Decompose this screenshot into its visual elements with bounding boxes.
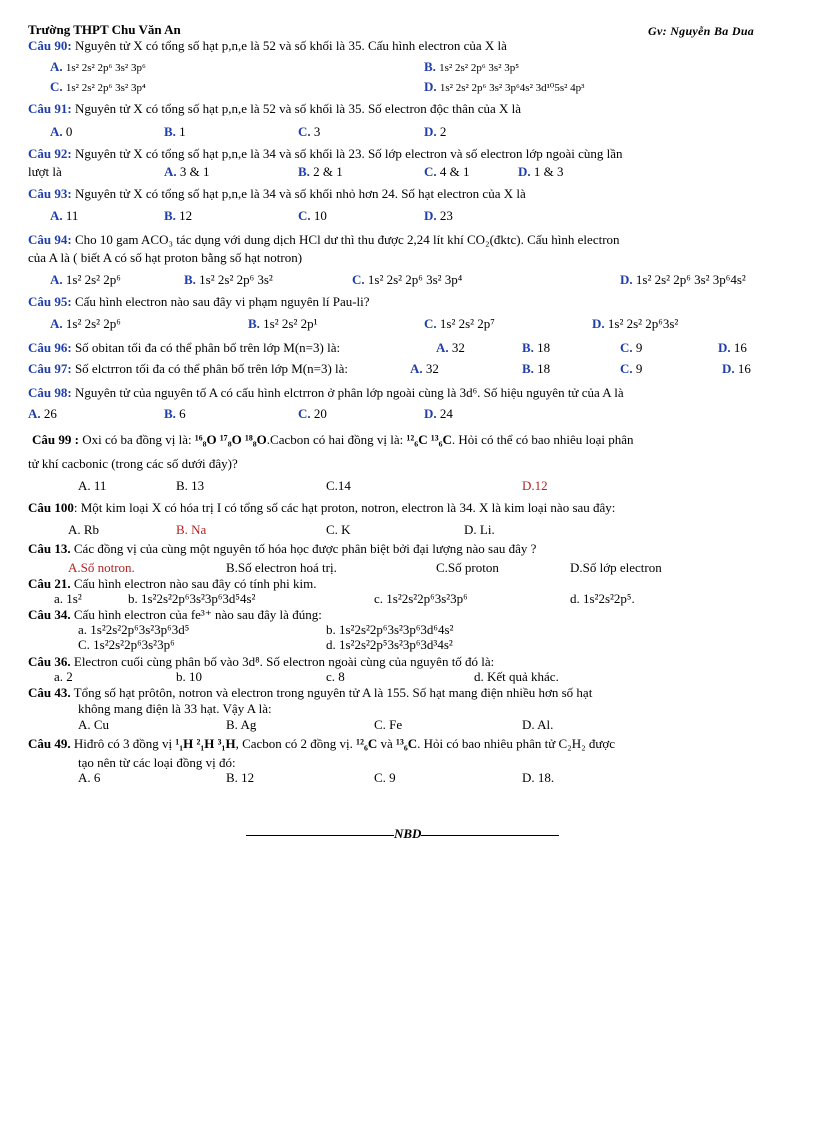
option-c: C. 9 — [620, 340, 643, 355]
option-a: A. 11 — [50, 208, 79, 223]
option-b: B. 18 — [522, 340, 551, 355]
option-a: A. Rb — [68, 522, 100, 537]
option-a: a. 1s² — [54, 591, 82, 606]
option-a: A. 1s² 2s² 2p⁶ — [50, 272, 121, 287]
option-b: B. 1s² 2s² 2p¹ — [248, 316, 318, 331]
option-c: C.Số proton — [436, 560, 499, 575]
option-b: B. 18 — [522, 361, 551, 376]
option-c: C. 1s² 2s² 2p⁶ 3s² 3p⁴ — [50, 79, 146, 94]
question-49-cont: tạo nên từ các loại đồng vị đó: — [78, 755, 236, 770]
option-c: c. 8 — [326, 669, 345, 684]
option-d: d. 1s²2s²2p⁵3s²3p⁶3d³4s² — [326, 637, 453, 652]
carbon-12-isotope: ¹²₆C — [356, 736, 378, 751]
footer-signature: NBD — [246, 826, 559, 842]
option-b: b. 10 — [176, 669, 202, 684]
question-95: Câu 95: Cấu hình electron nào sau đây vi phạm nguyên lí Pau-li? — [28, 294, 370, 309]
author-name: Gv: Nguyễn Ba Dua — [648, 24, 755, 38]
option-c: C.14 — [326, 478, 351, 493]
question-13: Câu 13. Các đồng vị của cùng một nguyên tố hóa học được phân biệt bởi đại lượng nào sau đây ? — [28, 541, 537, 556]
option-a: A. 3 & 1 — [164, 164, 210, 179]
option-d: D. 1 & 3 — [518, 164, 564, 179]
option-c: C. 9 — [620, 361, 643, 376]
option-b: B. 1s² 2s² 2p⁶ 3s² 3p⁵ — [424, 59, 520, 74]
option-a: A. 0 — [50, 124, 73, 139]
option-a: A. 32 — [436, 340, 465, 355]
question-100: Câu 100: Một kim loại X có hóa trị I có tổng số các hạt proton, notron, electron là 34. X là kim loại nào sau đây: — [28, 500, 616, 515]
option-a: A. 6 — [78, 770, 101, 785]
footer-rule-right — [421, 835, 559, 836]
option-d: D. 16 — [722, 361, 751, 376]
question-49: Câu 49. Hiđrô có 3 đồng vị ¹₁H ²₁H ³₁H, Cacbon có 2 đồng vị. ¹²₆C và ¹³₆C. Hỏi có bao nhiêu phân tử C₂H₂ được — [28, 736, 616, 751]
option-d: D. Al. — [522, 717, 554, 732]
option-a: A. 26 — [28, 406, 57, 421]
option-b: B. 1s² 2s² 2p⁶ 3s² — [184, 272, 273, 287]
option-d: D. 1s² 2s² 2p⁶ 3s² 3p⁶4s² — [620, 272, 746, 287]
option-d: D. 18. — [522, 770, 555, 785]
question-92-cont: lượt là — [28, 164, 62, 179]
option-b: B. Ag — [226, 717, 257, 732]
option-c: C. 4 & 1 — [424, 164, 470, 179]
option-a: a. 2 — [54, 669, 73, 684]
option-d: D.Số lớp electron — [570, 560, 662, 575]
option-a: A. 1s² 2s² 2p⁶ 3s² 3p⁶ — [50, 59, 146, 74]
question-36: Câu 36. Electron cuối cùng phân bố vào 3d⁸. Số electron ngoài cùng của nguyên tố đó là: — [28, 654, 495, 669]
question-99: Câu 99 : Oxi có ba đồng vị là: ¹⁶₈O ¹⁷₈O ¹⁸₈O.Cacbon có hai đồng vị là: ¹²₆C ¹³₆C. Hỏi có thể có bao nhiêu loại phân — [32, 432, 634, 447]
option-c: C. 20 — [298, 406, 327, 421]
option-b: B. 12 — [226, 770, 255, 785]
hydrogen-isotopes: ¹₁H ²₁H ³₁H — [175, 736, 236, 751]
carbon-13-isotope: ¹³₆C — [396, 736, 418, 751]
option-c: C. 1s² 2s² 2p⁶ 3s² 3p⁴ — [352, 272, 463, 287]
oxygen-isotopes: ¹⁶₈O ¹⁷₈O ¹⁸₈O — [194, 432, 267, 447]
question-98: Câu 98: Nguyên tử của nguyên tố A có cấu hình elctrron ở phân lớp ngoài cùng là 3d⁶. Số hiệu nguyên tử của A là — [28, 385, 624, 400]
option-b: B. 1 — [164, 124, 186, 139]
question-label: Câu 90: — [28, 38, 72, 53]
question-43: Câu 43. Tổng số hạt prôtôn, notron và electron trong nguyên tử A là 155. Số hạt mang điện nhiều hơn số hạt — [28, 685, 593, 700]
option-d: D. 16 — [718, 340, 747, 355]
question-43-cont: không mang điện là 33 hạt. Vậy A là: — [78, 701, 272, 716]
option-d: D. 24 — [424, 406, 453, 421]
option-c: C. 10 — [298, 208, 327, 223]
option-d: d. 1s²2s²2p⁵. — [570, 591, 635, 606]
option-b: B. 2 & 1 — [298, 164, 343, 179]
option-a: A. 32 — [410, 361, 439, 376]
option-c: C. K — [326, 522, 351, 537]
option-a: a. 1s²2s²2p⁶3s²3p⁶3d⁵ — [78, 622, 190, 637]
option-b: B.Số electron hoá trị. — [226, 560, 337, 575]
question-96: Câu 96: Số obitan tối đa có thể phân bố trên lớp M(n=3) là: — [28, 340, 341, 355]
option-b: B. 6 — [164, 406, 186, 421]
question-text: Nguyên tử X có tổng số hạt p,n,e là 52 và số khối là 35. Cấu hình electron của X là — [74, 38, 507, 53]
option-a: A. 11 — [78, 478, 107, 493]
option-d: D. 2 — [424, 124, 447, 139]
school-name: Trường THPT Chu Văn An — [28, 22, 181, 37]
option-a: A.Số notron. — [68, 560, 135, 575]
option-d: D.12 — [522, 478, 548, 493]
question-93: Câu 93: Nguyên tử X có tổng số hạt p,n,e là 34 và số khối nhỏ hơn 24. Số hạt electron của X là — [28, 186, 526, 201]
question-92: Câu 92: Nguyên tử X có tổng số hạt p,n,e là 34 và số khối là 23. Số lớp electron và số electron lớp ngoài cùng lần — [28, 146, 623, 161]
option-b: B. Na — [176, 522, 207, 537]
option-d: D. 23 — [424, 208, 453, 223]
option-c: C. 9 — [374, 770, 396, 785]
question-97: Câu 97: Số elctrron tối đa có thể phân bố trên lớp M(n=3) là: — [28, 361, 349, 376]
option-c: c. 1s²2s²2p⁶3s²3p⁶ — [374, 591, 468, 606]
option-d: D. 1s² 2s² 2p⁶ 3s² 3p⁶4s² 3d¹⁰5s² 4p³ — [424, 79, 585, 94]
question-90 — [28, 38, 507, 54]
option-c: C. 1s² 2s² 2p⁷ — [424, 316, 495, 331]
option-b: B. 12 — [164, 208, 193, 223]
question-91: Câu 91: Nguyên tử X có tổng số hạt p,n,e là 52 và số khối là 35. Số electron độc thân của X là — [28, 101, 522, 116]
option-b: B. 13 — [176, 478, 205, 493]
option-a: A. 1s² 2s² 2p⁶ — [50, 316, 121, 331]
option-b: b. 1s²2s²2p⁶3s²3p⁶3d⁶4s² — [326, 622, 454, 637]
question-94-cont: của A là ( biết A có số hạt proton bằng số hạt notron) — [28, 250, 303, 265]
option-c: C. Fe — [374, 717, 403, 732]
option-b: b. 1s²2s²2p⁶3s²3p⁶3d⁵4s² — [128, 591, 256, 606]
option-d: d. Kết quả khác. — [474, 669, 559, 684]
question-99-cont: tử khí cacbonic (trong các số dưới đây)? — [28, 456, 238, 471]
option-d: D. 1s² 2s² 2p⁶3s² — [592, 316, 679, 331]
option-d: D. Li. — [464, 522, 495, 537]
footer-rule-left — [246, 835, 394, 836]
question-94: Câu 94: Cho 10 gam ACO₃ tác dụng với dung dịch HCl dư thì thu được 2,24 lít khí CO₂(đktc). Cấu hình electron — [28, 232, 620, 247]
carbon-isotopes: ¹²₆C ¹³₆C — [406, 432, 452, 447]
question-21: Câu 21. Cấu hình electron nào sau đây có tính phi kim. — [28, 576, 317, 591]
option-a: A. Cu — [78, 717, 110, 732]
option-c: C. 3 — [298, 124, 321, 139]
question-34: Câu 34. Cấu hình electron của fe³⁺ nào sau đây là đúng: — [28, 607, 322, 622]
option-c: C. 1s²2s²2p⁶3s²3p⁶ — [78, 637, 175, 652]
